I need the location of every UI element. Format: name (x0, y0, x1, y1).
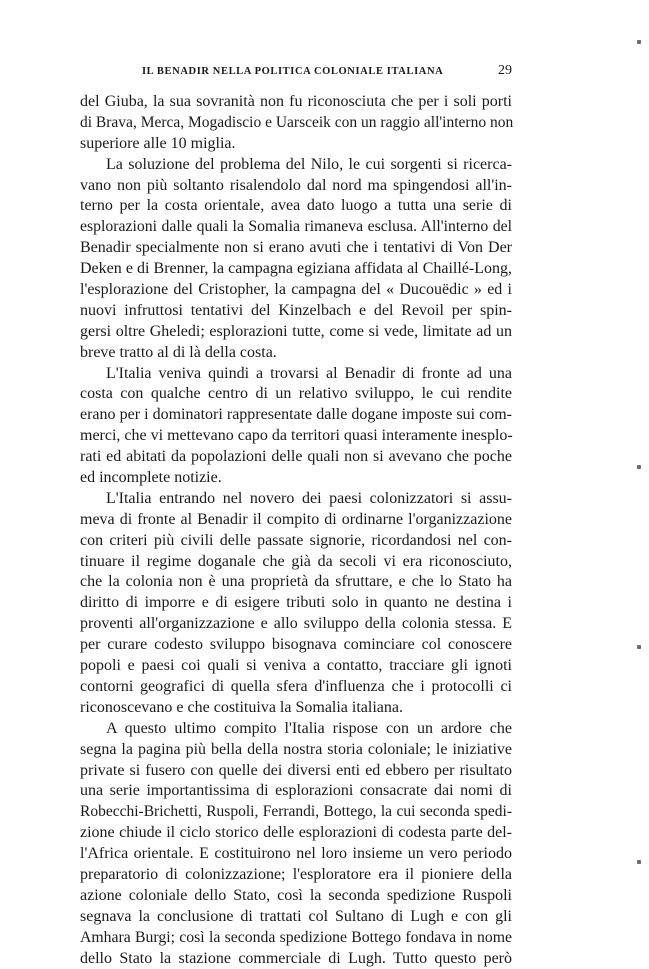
text-line: ed incomplete notizie. (80, 469, 222, 487)
text-line: azione coloniale dello Stato, così la seconda spedizione Ruspoli (80, 886, 512, 904)
text-line: contorni geografici di quella sfera d'influenza che i protocolli ci (80, 677, 512, 695)
text-line: l'esplorazione del Cristopher, la campagna del « Ducouëdic » ed i (80, 281, 512, 299)
text-line: riconoscevano e che costituiva la Somalia italiana. (80, 698, 403, 716)
paragraph-start-line: L'Italia veniva quindi a trovarsi al Benadir di fronte ad una (106, 364, 512, 382)
text-line: con criteri più civili delle passate signorie, ricordandosi nel con- (80, 531, 512, 549)
text-line: zione chiude il ciclo storico delle esplorazioni di codesta parte del- (80, 824, 512, 842)
text-line: diritto di imporre e di esigere tributi solo in quanto ne destina i (80, 594, 512, 612)
text-line: meva di fronte al Benadir il compito di ordinarne l'organizzazione (80, 510, 512, 528)
paragraph-start-line: La soluzione del problema del Nilo, le cui sorgenti si ricerca- (106, 155, 512, 173)
text-line: Benadir specialmente non si erano avuti che i tentativi di Von Der (80, 239, 512, 257)
text-line: l'Africa orientale. E costituirono nel loro insieme un vero periodo (80, 845, 512, 863)
text-line: proventi all'organizzazione e allo sviluppo della colonia stessa. E (80, 615, 512, 633)
text-line: rati ed abitati da popolazioni delle quali non si avevano che poche (80, 448, 512, 466)
text-line: che la colonia non è una proprietà da sfruttare, e che lo Stato ha (80, 573, 512, 591)
text-line: breve tratto al di là della costa. (80, 343, 277, 361)
text-line: vano non più soltanto risalendolo dal nord ma spingendosi all'in- (80, 176, 512, 194)
page-header (80, 63, 512, 82)
running-title: IL BENADIR NELLA POLITICA COLONIALE ITALIANA (142, 66, 444, 77)
body-text (80, 92, 512, 969)
text-line: esplorazioni dalle quali la Somalia rimaneva esclusa. All'interno del (80, 218, 512, 236)
text-line: preparatorio di colonizzazione; l'esploratore era il pioniere della (80, 865, 512, 883)
page-number: 29 (498, 63, 512, 78)
scan-speck (637, 645, 641, 649)
text-line: Deken e di Brenner, la campagna egiziana affidata al Chaillé-Long, (80, 260, 512, 278)
text-line: nuovi infruttosi tentativi del Kinzelbach e del Revoil per spin- (80, 301, 512, 319)
text-line: del Giuba, la sua sovranità non fu riconosciuta che per i soli porti (80, 93, 512, 110)
text-line: segnava la conclusione di trattati col Sultano di Lugh e con gli (80, 907, 512, 925)
scan-speck (637, 465, 641, 469)
scan-speck (637, 40, 641, 44)
text-line: una serie importantissima di esplorazioni consacrate dai nomi di (80, 782, 512, 800)
text-line: costa con qualche centro di un relativo sviluppo, le cui rendite (80, 385, 512, 403)
text-line: popoli e paesi coi quali si veniva a contatto, tracciare gli ignoti (80, 657, 512, 675)
text-line: erano per i dominatori rappresentate dalle dogane imposte sui com- (80, 406, 512, 424)
text-line: dello Stato la stazione commerciale di Lugh. Tutto questo però (80, 949, 512, 967)
scan-speck (637, 860, 641, 864)
text-line: Robecchi-Brichetti, Ruspoli, Ferrandi, Bottego, la cui seconda spedi- (80, 803, 512, 821)
text-line: Amhara Burgi; così la seconda spedizione Bottego fondava in nome (80, 928, 512, 946)
text-line: gersi oltre Gheledi; esplorazioni tutte, come si vede, limitate ad un (80, 322, 512, 340)
text-line: tinuare il regime doganale che già da secoli vi era riconosciuto, (80, 552, 512, 570)
text-line: terno per la costa orientale, avea dato luogo a tutta una serie di (80, 197, 512, 215)
text-line: per curare codesto sviluppo bisognava cominciare col conoscere (80, 636, 512, 654)
text-line: superiore alle 10 miglia. (80, 134, 236, 152)
text-line: di Brava, Merca, Mogadiscio e Uarsceik con un raggio all'interno non (80, 113, 514, 131)
text-line: merci, che vi mettevano capo da territori quasi interamente inesplo- (80, 427, 513, 445)
paragraph-start-line: A questo ultimo compito l'Italia rispose con un ardore che (106, 719, 512, 737)
text-line: private si fusero con quelle dei diversi enti ed ebbero per risultato (80, 761, 512, 779)
paragraph-start-line: L'Italia entrando nel novero dei paesi colonizzatori si assu- (106, 489, 512, 507)
text-line: segna la pagina più bella della nostra storia coloniale; le iniziative (80, 740, 512, 758)
